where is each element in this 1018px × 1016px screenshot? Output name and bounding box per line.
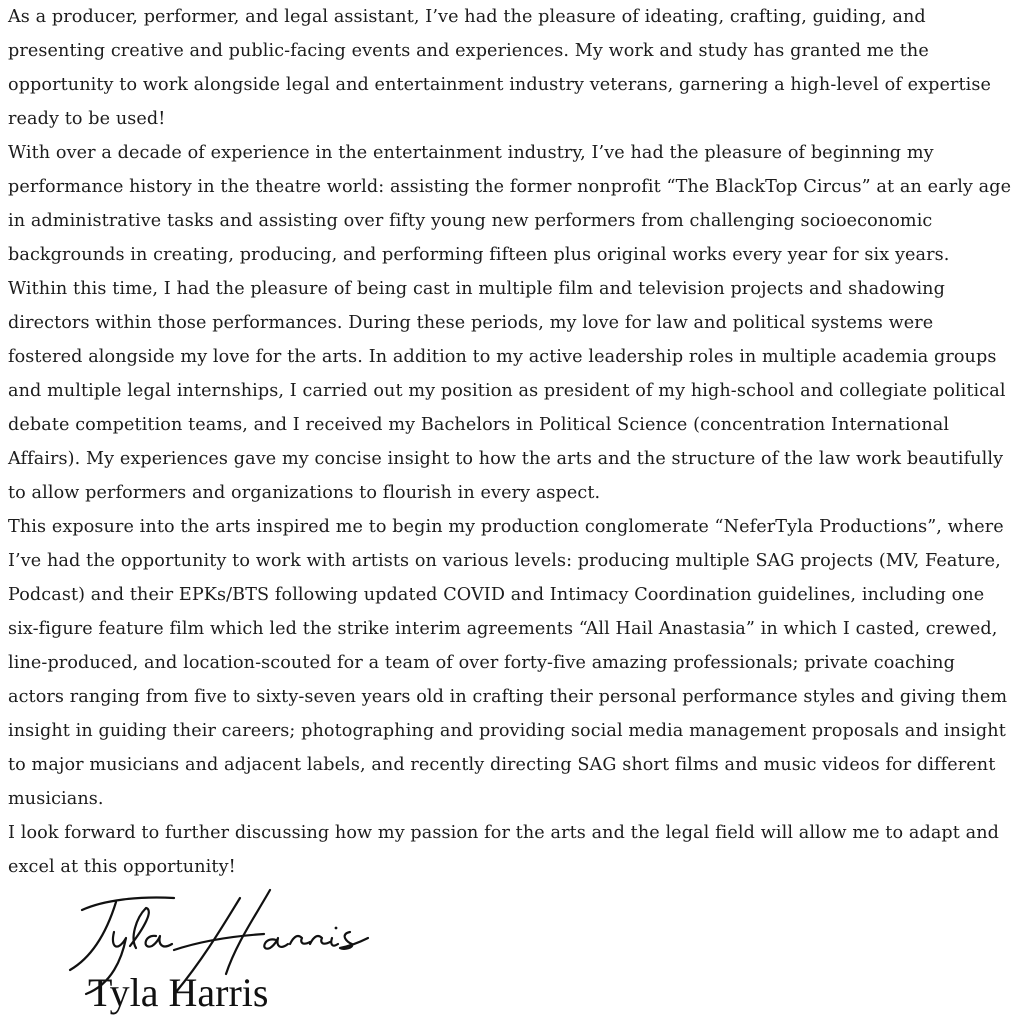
- paragraph-experience: With over a decade of experience in the entertainment industry, I’ve had the pleasure of beginning my performance history in the theatre world: assisting the former nonprofit “The BlackTop Circus” at an early age in administrative tasks and assisting over fifty young new performers from challenging socioeconomic backgrounds in creating, producing, and performing fifteen plus original works every year for six years. Within this time, I had the pleasure of being cast in multiple film and television projects and shadowing directors within those performances. During these periods, my love for law and political systems were fostered alongside my love for the arts. In addition to my active leadership roles in multiple academia groups and multiple legal internships, I carried out my position as president of my high-school and collegiate political debate competition teams, and I received my Bachelors in Political Science (concentration International Affairs). My experiences gave my concise insight to how the arts and the structure of the law work beautifully to allow performers and organizations to flourish in every aspect.: [8, 143, 1012, 503]
- signer-printed-name: Tyla Harris: [88, 970, 269, 1015]
- paragraph-intro: As a producer, performer, and legal assistant, I’ve had the pleasure of ideating, crafting, guiding, and presenting creative and public-facing events and experiences. My work and study has granted me the opportunity to work alongside legal and entertainment industry veterans, garnering a high-level of expertise ready to be used!: [8, 7, 992, 129]
- paragraph-production: This exposure into the arts inspired me to begin my production conglomerate “NeferTyla Productions”, where I’ve had the opportunity to work with artists on various levels: producing multiple SAG projects (MV, Feature, Podcast) and their EPKs/BTS following updated COVID and Intimacy Coordination guidelines, including one six-figure feature film which led the strike interim agreements “All Hail Anastasia” in which I casted, crewed, line-produced, and location-scouted for a team of over forty-five amazing professionals; private coaching actors ranging from five to sixty-seven years old in crafting their personal performance styles and giving them insight in guiding their careers; photographing and providing social media management proposals and insight to major musicians and adjacent labels, and recently directing SAG short films and music videos for different musicians.: [8, 517, 1008, 809]
- cover-letter-body: [8, 0, 1012, 884]
- paragraph-closing: I look forward to further discussing how my passion for the arts and the legal field will allow me to adapt and excel at this opportunity!: [8, 823, 1000, 877]
- signature-block: [64, 888, 384, 1016]
